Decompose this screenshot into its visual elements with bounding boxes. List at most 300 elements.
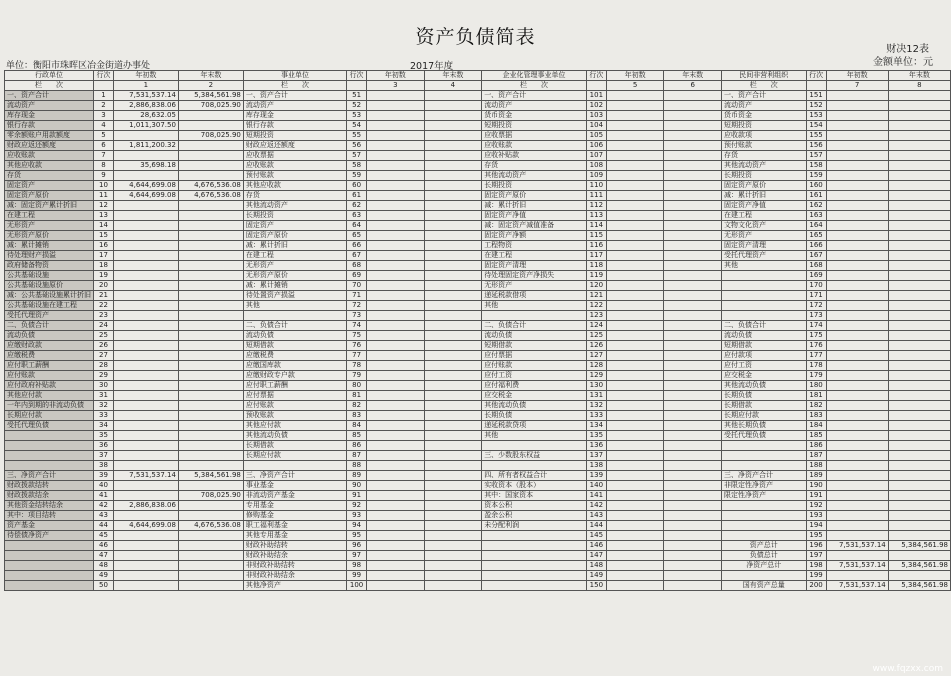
opening-amount	[606, 431, 664, 441]
line-number: 154	[806, 121, 826, 131]
closing-amount	[178, 481, 243, 491]
item-label: 应交税金	[482, 391, 587, 401]
opening-amount	[826, 131, 888, 141]
item-label: 应缴财政款	[5, 341, 94, 351]
table-row	[5, 281, 951, 291]
opening-amount: 7,531,537.14	[113, 91, 178, 101]
table-row	[5, 161, 951, 171]
closing-amount	[664, 111, 722, 121]
opening-amount	[606, 111, 664, 121]
closing-amount	[178, 561, 243, 571]
closing-amount	[664, 561, 722, 571]
closing-amount	[178, 281, 243, 291]
item-label: 无形资产	[721, 231, 806, 241]
opening-amount	[606, 201, 664, 211]
item-label: 非财政补助结余	[243, 571, 346, 581]
closing-amount	[424, 431, 482, 441]
opening-amount	[113, 261, 178, 271]
table-row	[5, 171, 951, 181]
opening-amount	[367, 231, 425, 241]
amount-unit: 金额单位：元	[873, 57, 933, 68]
item-label: 受托代理负债	[5, 421, 94, 431]
closing-amount	[424, 121, 482, 131]
closing-amount	[888, 101, 950, 111]
line-number: 26	[94, 341, 114, 351]
item-label: 在建工程	[243, 251, 346, 261]
closing-amount	[178, 261, 243, 271]
line-number: 107	[586, 151, 606, 161]
item-label: 货币资金	[721, 111, 806, 121]
line-number: 132	[586, 401, 606, 411]
item-label: 在建工程	[482, 251, 587, 261]
closing-amount: 5,384,561.98	[888, 561, 950, 571]
line-number: 30	[94, 381, 114, 391]
item-label: 递延税款贷项	[482, 421, 587, 431]
closing-amount	[178, 421, 243, 431]
line-number: 122	[586, 301, 606, 311]
closing-amount	[888, 531, 950, 541]
closing-amount	[888, 161, 950, 171]
item-label: 应付职工薪酬	[243, 381, 346, 391]
closing-amount	[888, 91, 950, 101]
line-number: 151	[806, 91, 826, 101]
opening-amount	[367, 331, 425, 341]
line-number: 38	[94, 461, 114, 471]
opening-amount: 35,698.18	[113, 161, 178, 171]
watermark: www.fqzxx.com	[872, 664, 943, 674]
closing-amount	[664, 141, 722, 151]
item-label	[482, 541, 587, 551]
item-label: 盈余公积	[482, 511, 587, 521]
item-label: 长期应付款	[5, 411, 94, 421]
line-number: 9	[94, 171, 114, 181]
opening-amount	[367, 501, 425, 511]
closing-amount	[888, 251, 950, 261]
closing-amount	[888, 151, 950, 161]
closing-amount: 5,384,561.98	[888, 541, 950, 551]
table-row	[5, 271, 951, 281]
item-label: 固定资产原价	[482, 191, 587, 201]
line-number: 13	[94, 211, 114, 221]
line-number: 79	[347, 371, 367, 381]
opening-amount	[113, 171, 178, 181]
opening-amount	[113, 491, 178, 501]
line-number: 134	[586, 421, 606, 431]
line-number: 126	[586, 341, 606, 351]
item-label: 专用基金	[243, 501, 346, 511]
opening-amount	[826, 341, 888, 351]
closing-amount	[888, 551, 950, 561]
line-number: 52	[347, 101, 367, 111]
closing-amount	[424, 471, 482, 481]
item-label: 预付账款	[721, 141, 806, 151]
opening-amount	[367, 431, 425, 441]
opening-amount	[367, 131, 425, 141]
line-number: 194	[806, 521, 826, 531]
item-label	[721, 571, 806, 581]
closing-amount	[888, 381, 950, 391]
item-label: 长期应付款	[721, 411, 806, 421]
opening-amount	[113, 581, 178, 591]
item-label: 一、资产合计	[482, 91, 587, 101]
line-number: 138	[586, 461, 606, 471]
opening-amount	[826, 431, 888, 441]
closing-amount	[424, 511, 482, 521]
line-number: 1	[94, 91, 114, 101]
opening-amount: 1,811,200.32	[113, 141, 178, 151]
opening-amount	[826, 571, 888, 581]
table-row	[5, 241, 951, 251]
closing-amount: 4,676,536.08	[178, 181, 243, 191]
item-label: 非限定性净资产	[721, 481, 806, 491]
closing-amount	[424, 301, 482, 311]
line-number: 64	[347, 221, 367, 231]
opening-amount	[606, 571, 664, 581]
line-number: 22	[94, 301, 114, 311]
line-number: 188	[806, 461, 826, 471]
opening-amount	[606, 331, 664, 341]
header-cell: 年末数	[888, 71, 950, 81]
opening-amount: 4,644,699.08	[113, 521, 178, 531]
opening-amount	[367, 421, 425, 431]
item-label	[243, 461, 346, 471]
line-number: 27	[94, 351, 114, 361]
opening-amount	[367, 191, 425, 201]
closing-amount	[424, 151, 482, 161]
opening-amount	[113, 251, 178, 261]
table-row	[5, 101, 951, 111]
opening-amount	[367, 551, 425, 561]
item-label: 应缴税费	[243, 351, 346, 361]
item-label: 应付票据	[482, 351, 587, 361]
item-label: 受托代理资产	[721, 251, 806, 261]
item-label: 二、负债合计	[482, 321, 587, 331]
line-number: 136	[586, 441, 606, 451]
item-label: 其他流动负债	[482, 401, 587, 411]
opening-amount	[606, 441, 664, 451]
closing-amount	[424, 101, 482, 111]
opening-amount	[826, 171, 888, 181]
line-number: 88	[347, 461, 367, 471]
opening-amount	[826, 511, 888, 521]
closing-amount	[424, 161, 482, 171]
closing-amount	[664, 531, 722, 541]
line-number: 39	[94, 471, 114, 481]
table-row	[5, 221, 951, 231]
line-number: 117	[586, 251, 606, 261]
closing-amount	[178, 541, 243, 551]
line-number: 70	[347, 281, 367, 291]
closing-amount	[424, 531, 482, 541]
item-label: 长期负债	[482, 411, 587, 421]
item-label: 其他	[482, 301, 587, 311]
opening-amount	[367, 371, 425, 381]
closing-amount	[424, 491, 482, 501]
table-row	[5, 331, 951, 341]
opening-amount	[113, 381, 178, 391]
closing-amount	[424, 561, 482, 571]
closing-amount	[664, 91, 722, 101]
item-label: 货币资金	[482, 111, 587, 121]
table-row	[5, 371, 951, 381]
closing-amount	[424, 221, 482, 231]
item-label: 二、负债合计	[243, 321, 346, 331]
closing-amount	[424, 411, 482, 421]
line-number: 199	[806, 571, 826, 581]
opening-amount	[606, 531, 664, 541]
closing-amount	[888, 221, 950, 231]
table-row	[5, 301, 951, 311]
table-row	[5, 191, 951, 201]
header-row	[5, 81, 951, 91]
opening-amount	[367, 561, 425, 571]
opening-amount	[606, 221, 664, 231]
closing-amount	[888, 201, 950, 211]
line-number: 55	[347, 131, 367, 141]
line-number: 91	[347, 491, 367, 501]
opening-amount	[113, 221, 178, 231]
closing-amount	[178, 351, 243, 361]
opening-amount	[367, 381, 425, 391]
line-number: 180	[806, 381, 826, 391]
closing-amount	[888, 191, 950, 201]
report-title: 资产负债简表	[415, 26, 536, 48]
item-label: 资产基金	[5, 521, 94, 531]
item-label: 财政拨款结转	[5, 481, 94, 491]
opening-amount	[606, 461, 664, 471]
closing-amount	[888, 521, 950, 531]
item-label: 长期借款	[243, 441, 346, 451]
line-number: 135	[586, 431, 606, 441]
header-row	[5, 71, 951, 81]
header-cell: 3	[367, 81, 425, 91]
opening-amount	[826, 411, 888, 421]
item-label: 职工福利基金	[243, 521, 346, 531]
closing-amount	[888, 271, 950, 281]
item-label: 无形资产	[482, 281, 587, 291]
line-number: 16	[94, 241, 114, 251]
closing-amount	[664, 291, 722, 301]
line-number: 178	[806, 361, 826, 371]
closing-amount	[424, 451, 482, 461]
closing-amount	[664, 211, 722, 221]
closing-amount	[664, 351, 722, 361]
closing-amount	[178, 341, 243, 351]
item-label: 待处置资产损溢	[243, 291, 346, 301]
closing-amount	[888, 511, 950, 521]
opening-amount	[826, 461, 888, 471]
closing-amount	[888, 391, 950, 401]
closing-amount	[424, 391, 482, 401]
table-row	[5, 181, 951, 191]
line-number: 48	[94, 561, 114, 571]
opening-amount	[113, 461, 178, 471]
opening-amount	[606, 581, 664, 591]
opening-amount	[113, 371, 178, 381]
closing-amount	[424, 441, 482, 451]
opening-amount	[826, 451, 888, 461]
line-number: 147	[586, 551, 606, 561]
table-row	[5, 451, 951, 461]
opening-amount	[113, 511, 178, 521]
item-label	[721, 441, 806, 451]
line-number: 59	[347, 171, 367, 181]
item-label: 长期借款	[721, 401, 806, 411]
line-number: 21	[94, 291, 114, 301]
line-number: 76	[347, 341, 367, 351]
opening-amount	[113, 561, 178, 571]
closing-amount	[664, 101, 722, 111]
closing-amount	[424, 281, 482, 291]
table-row	[5, 461, 951, 471]
header-cell: 年末数	[424, 71, 482, 81]
closing-amount	[424, 311, 482, 321]
closing-amount	[664, 511, 722, 521]
item-label: 流动资产	[482, 101, 587, 111]
line-number: 77	[347, 351, 367, 361]
item-label: 流动负债	[243, 331, 346, 341]
item-label: 四、所有者权益合计	[482, 471, 587, 481]
closing-amount	[424, 241, 482, 251]
opening-amount	[113, 131, 178, 141]
closing-amount	[888, 431, 950, 441]
line-number: 142	[586, 501, 606, 511]
closing-amount	[888, 501, 950, 511]
line-number: 36	[94, 441, 114, 451]
line-number: 113	[586, 211, 606, 221]
opening-amount	[826, 401, 888, 411]
opening-amount	[367, 521, 425, 531]
line-number: 145	[586, 531, 606, 541]
closing-amount	[178, 271, 243, 281]
item-label: 其他应付款	[243, 421, 346, 431]
closing-amount	[664, 571, 722, 581]
item-label: 流动负债	[721, 331, 806, 341]
entity-name: 单位：衡阳市珠晖区冶金街道办事处	[6, 61, 151, 71]
closing-amount	[424, 231, 482, 241]
item-label	[5, 441, 94, 451]
opening-amount	[606, 551, 664, 561]
item-label: 银行存款	[5, 121, 94, 131]
closing-amount	[888, 441, 950, 451]
table-row	[5, 201, 951, 211]
closing-amount	[178, 171, 243, 181]
line-number: 92	[347, 501, 367, 511]
item-label: 二、负债合计	[721, 321, 806, 331]
closing-amount	[178, 211, 243, 221]
item-label: 其他资金结转结余	[5, 501, 94, 511]
opening-amount	[367, 151, 425, 161]
opening-amount	[113, 391, 178, 401]
closing-amount	[664, 191, 722, 201]
item-label: 应收款项	[721, 131, 806, 141]
closing-amount	[424, 271, 482, 281]
opening-amount	[367, 411, 425, 421]
closing-amount	[664, 311, 722, 321]
closing-amount	[424, 181, 482, 191]
line-number: 51	[347, 91, 367, 101]
item-label: 公共基础设施原价	[5, 281, 94, 291]
closing-amount	[664, 151, 722, 161]
opening-amount	[606, 561, 664, 571]
closing-amount	[424, 331, 482, 341]
opening-amount	[606, 511, 664, 521]
line-number: 24	[94, 321, 114, 331]
opening-amount	[367, 471, 425, 481]
item-label: 其他流动负债	[243, 431, 346, 441]
line-number: 131	[586, 391, 606, 401]
closing-amount	[178, 121, 243, 131]
closing-amount	[424, 131, 482, 141]
line-number: 157	[806, 151, 826, 161]
opening-amount	[826, 311, 888, 321]
closing-amount	[664, 461, 722, 471]
opening-amount	[367, 491, 425, 501]
line-number: 148	[586, 561, 606, 571]
closing-amount	[664, 521, 722, 531]
line-number: 93	[347, 511, 367, 521]
closing-amount	[424, 211, 482, 221]
item-label: 应缴财政专户款	[243, 371, 346, 381]
line-number: 69	[347, 271, 367, 281]
line-number: 115	[586, 231, 606, 241]
table-row	[5, 121, 951, 131]
line-number: 174	[806, 321, 826, 331]
opening-amount	[826, 221, 888, 231]
closing-amount	[664, 431, 722, 441]
item-label: 限定性净资产	[721, 491, 806, 501]
line-number: 167	[806, 251, 826, 261]
item-label: 负债总计	[721, 551, 806, 561]
opening-amount	[113, 321, 178, 331]
line-number: 95	[347, 531, 367, 541]
closing-amount	[664, 391, 722, 401]
opening-amount	[826, 191, 888, 201]
line-number: 50	[94, 581, 114, 591]
closing-amount	[178, 331, 243, 341]
closing-amount	[178, 221, 243, 231]
closing-amount	[424, 551, 482, 561]
item-label: 受托代理资产	[5, 311, 94, 321]
closing-amount	[178, 531, 243, 541]
report-year: 2017年度	[410, 61, 454, 72]
closing-amount	[664, 251, 722, 261]
line-number: 156	[806, 141, 826, 151]
line-number: 181	[806, 391, 826, 401]
closing-amount	[424, 171, 482, 181]
opening-amount	[606, 521, 664, 531]
item-label: 其他净资产	[243, 581, 346, 591]
closing-amount	[178, 511, 243, 521]
line-number: 176	[806, 341, 826, 351]
item-label: 财政应返还额度	[243, 141, 346, 151]
opening-amount	[606, 341, 664, 351]
closing-amount	[664, 421, 722, 431]
closing-amount	[664, 581, 722, 591]
line-number: 83	[347, 411, 367, 421]
line-number: 104	[586, 121, 606, 131]
line-number: 179	[806, 371, 826, 381]
table-row	[5, 571, 951, 581]
closing-amount	[664, 441, 722, 451]
item-label: 固定资产净额	[482, 231, 587, 241]
line-number: 86	[347, 441, 367, 451]
line-number: 29	[94, 371, 114, 381]
closing-amount	[888, 341, 950, 351]
item-label	[5, 451, 94, 461]
item-label: 应付职工薪酬	[5, 361, 94, 371]
header-cell: 栏 次	[721, 81, 806, 91]
